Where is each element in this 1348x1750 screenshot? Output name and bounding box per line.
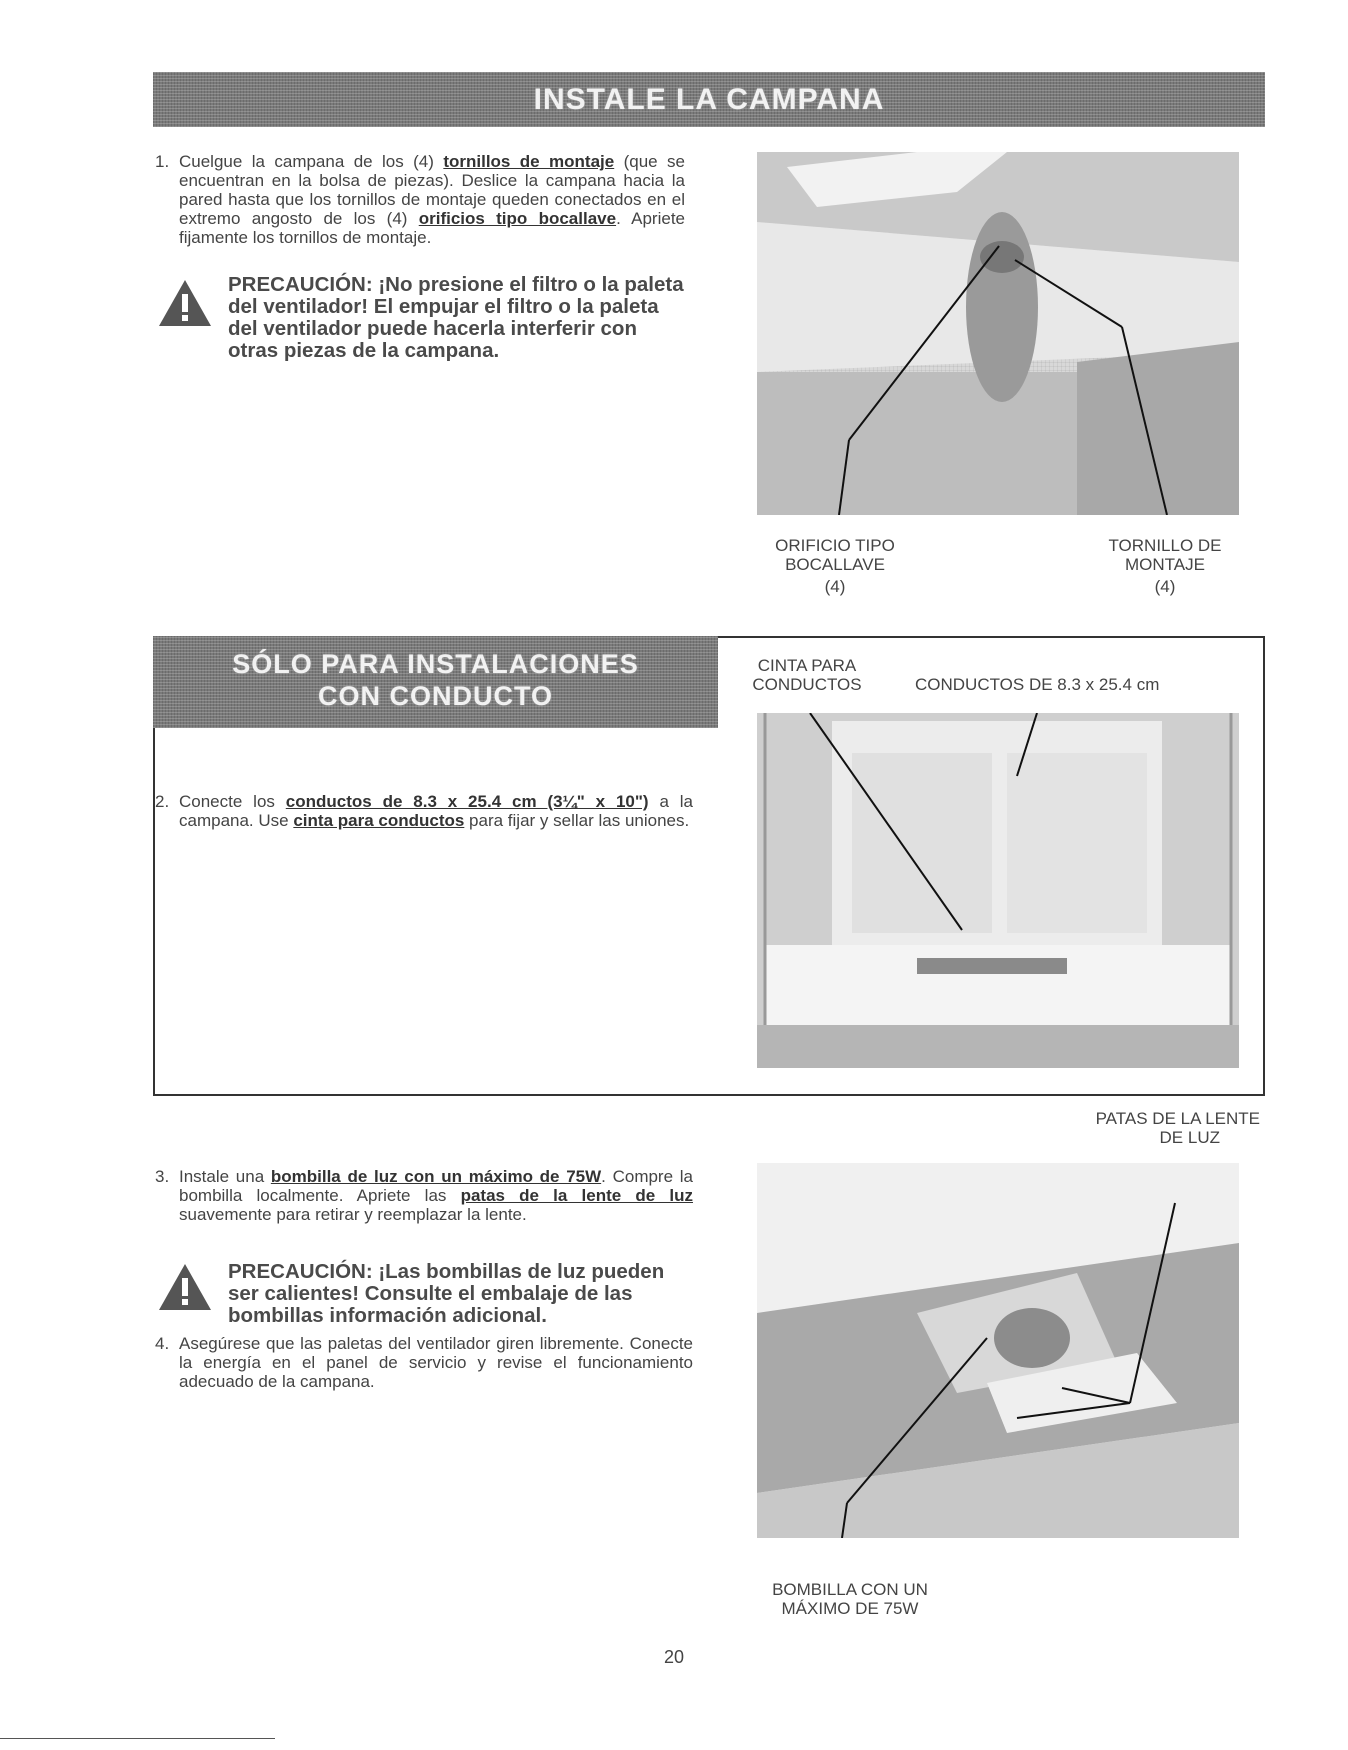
step-text: Asegúrese que las paletas del ventilador giren libremente. Conecte la energía en el panel de servicio y revise el funcionamiento adecuado de la campana. (179, 1334, 693, 1391)
label-line: MÁXIMO DE 75W (781, 1599, 919, 1618)
label-line: ORIFICIO TIPO (775, 536, 895, 555)
step-number: 1. (155, 152, 170, 171)
label-line: BOCALLAVE (785, 555, 885, 574)
warning-triangle-icon (157, 278, 213, 328)
label-line: CINTA PARA (757, 656, 857, 675)
step-1 (155, 152, 685, 247)
step-text: (que se encuentran en la bolsa de piezas). Deslice la campana hacia la pared hasta que los tornillos de montaje queden conectados en el extremo angosto de los (4) (179, 152, 685, 228)
caution-1: PRECAUCIÓN: ¡No presione el filtro o la paleta del ventilador! El empujar el filtro o la paleta del ventilador puede hacerla interferir con otras piezas de la campana. (228, 273, 684, 362)
label-line: TORNILLO DE (1108, 536, 1222, 555)
duct-tape-term: cinta para conductos (293, 811, 465, 830)
section-banner-ducted (153, 636, 718, 728)
step-2 (155, 792, 693, 830)
label-line: MONTAJE (1125, 555, 1205, 574)
section-banner-instale (153, 72, 1265, 127)
photo-hood-mounting (757, 152, 1239, 515)
footer-rule (0, 1738, 275, 1739)
duct-size-term: conductos de 8.3 x 25.4 cm (3¼" x 10") (285, 792, 649, 811)
step-number: 4. (155, 1334, 170, 1353)
label-mounting-screw (1075, 536, 1255, 596)
keyhole-slots-term: orificios tipo bocallave (418, 209, 617, 228)
step-text: Instale una (179, 1167, 271, 1186)
label-line: (4) (824, 577, 846, 596)
step-text: suavemente para retirar y reemplazar la lente. (179, 1205, 527, 1224)
label-keyhole (735, 536, 935, 596)
warning-triangle-icon (157, 1262, 213, 1312)
page-number: 20 (663, 1647, 685, 1667)
step-3 (155, 1167, 693, 1224)
label-lens-tabs (1030, 1109, 1260, 1147)
bulb-term: bombilla de luz con un máximo de 75W (270, 1167, 602, 1186)
label-line: PATAS DE LA LENTE (1095, 1109, 1260, 1128)
photo-duct-connection (757, 713, 1239, 1068)
section-title-line: SÓLO PARA INSTALACIONES (232, 649, 639, 679)
step-number: 2. (155, 792, 170, 811)
label-ducts (915, 675, 1235, 694)
section-title-line: CON CONDUCTO (317, 681, 553, 711)
photo-duct-connection-drawing (757, 713, 1239, 1068)
step-text: Cuelgue la campana de los (4) (179, 152, 444, 171)
step-number: 3. (155, 1167, 170, 1186)
step-text: a la campana. Use (179, 792, 693, 830)
label-line: BOMBILLA CON UN (772, 1580, 928, 1599)
step-text: . Apriete fijamente los tornillos de montaje. (179, 209, 685, 247)
photo-light-bulb (757, 1163, 1239, 1538)
photo-hood-mounting-drawing (757, 152, 1239, 515)
label-line: (4) (1154, 577, 1176, 596)
label-bulb (750, 1580, 950, 1618)
label-line: CONDUCTOS DE 8.3 x 25.4 cm (915, 675, 1160, 694)
section-title (153, 636, 718, 712)
section-title: INSTALE LA CAMPANA (533, 83, 885, 116)
label-line: CONDUCTOS (752, 675, 862, 694)
lens-tabs-term: patas de la lente de luz (460, 1186, 693, 1205)
label-duct-tape (727, 656, 887, 694)
mounting-screws-term: tornillos de montaje (443, 152, 615, 171)
step-text: para fijar y sellar las uniones. (464, 811, 690, 830)
photo-light-bulb-drawing (757, 1163, 1239, 1538)
step-text: Conecte los (179, 792, 286, 811)
step-text: . Compre la bombilla localmente. Apriete las (179, 1167, 693, 1205)
step-4 (155, 1334, 693, 1391)
label-line: DE LUZ (1159, 1128, 1220, 1147)
caution-2: PRECAUCIÓN: ¡Las bombillas de luz pueden ser calientes! Consulte el embalaje de las bombillas información adicional. (228, 1260, 665, 1327)
